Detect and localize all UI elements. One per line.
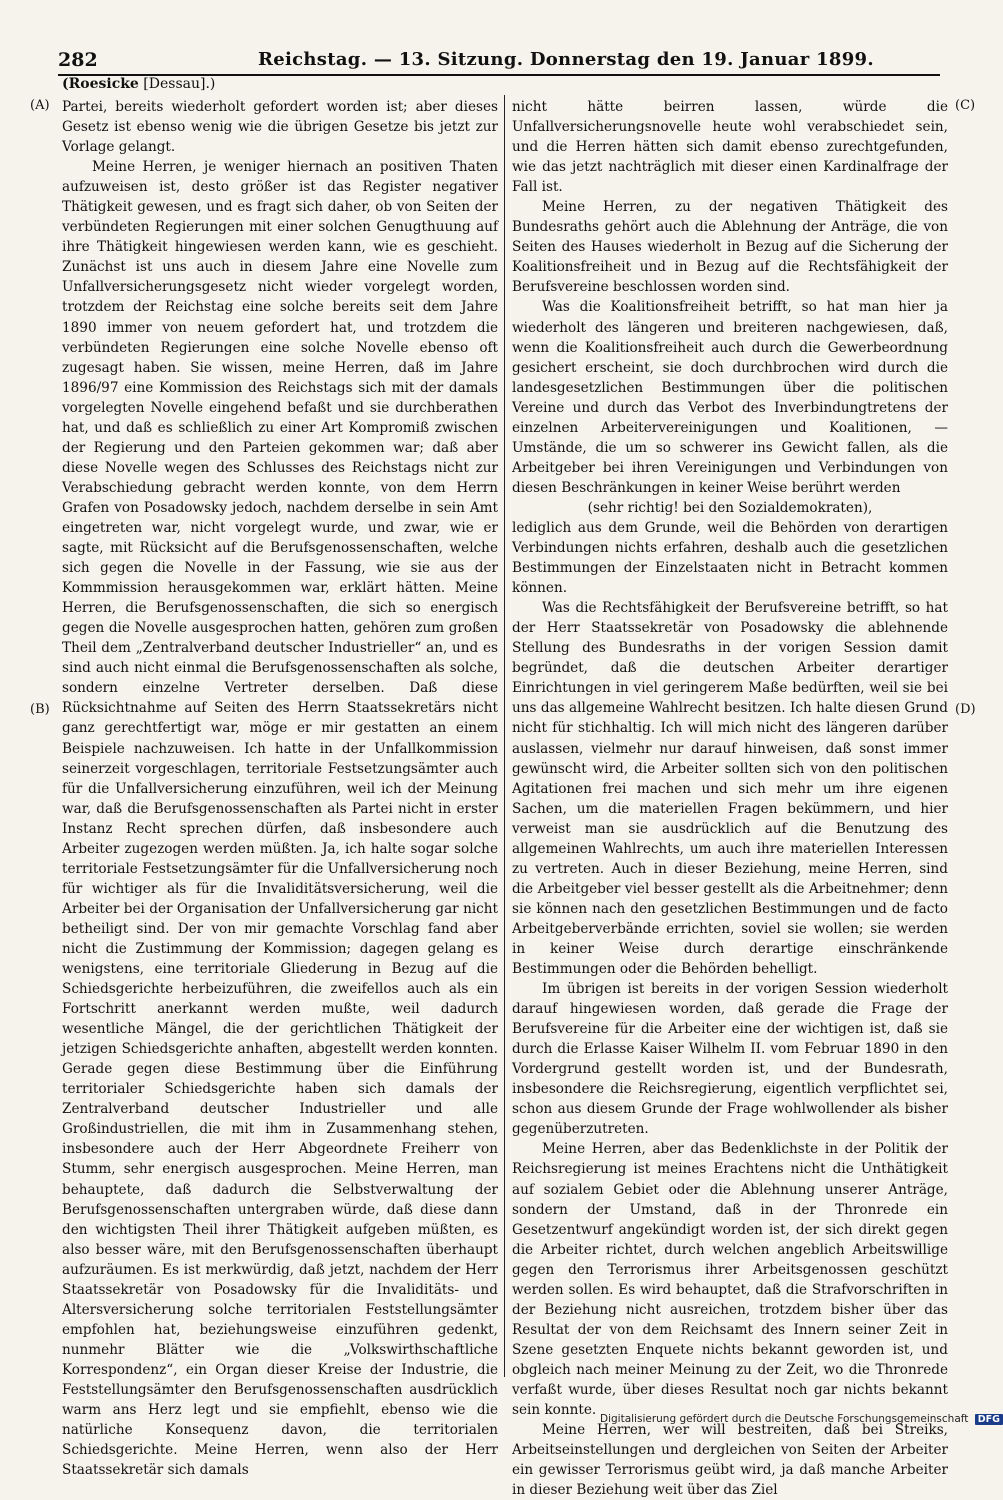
- right-paragraph-2: Meine Herren, zu der negativen Thätigkeit des Bundesraths gehört auch die Ablehnung der Anträge, die von Seiten des Hauses wiederholt in Bezug auf die Sicherung der Koalitionsfreiheit und in Bezug auf die Rechtsfähigkeit der Berufsvereine beschlossen worden sind.: [512, 199, 948, 296]
- left-column: [62, 97, 498, 1479]
- left-paragraph-2: Meine Herren, je weniger hiernach an positiven Thaten aufzuweisen ist, desto größer ist das Register negativer Thätigkeit gewesen, und es fragt sich daher, ob von Seiten der verbündeten Regierungen mit einer solchen Genugthuung auf ihre Thätigkeit hingewiesen werden kann, wie es geschieht. Zunächst ist uns auch in diesem Jahre eine Novelle zum Unfallversicherungsgesetz nicht wieder vorgelegt worden, trotzdem der Reichstag eine solche bereits seit dem Jahre 1890 immer von neuem gefordert hat, und trotzdem die verbündeten Regierungen eine solche Novelle ebenso oft zugesagt haben. Sie wissen, meine Herren, daß im Jahre 1896/97 eine Kommission des Reichstags sich mit der damals vorgelegten Novelle eingehend befaßt und sie durchberathen hat, und daß es schließlich zu einer Art Kompromiß zwischen der Regierung und den Parteien gekommen war; daß aber diese Novelle wegen des Schlusses des Reichstags nicht zur Verabschiedung gebracht werden konnte, von dem Herrn Grafen von Posadowsky jedoch, nachdem derselbe in sein Amt eingetreten war, nicht vorgelegt wurde, und zwar, wie er sagte, mit Rücksicht auf die Berufsgenossenschaften, welche sich gegen die Novelle in der Fassung, wie sie aus der Kommmission herausgekommen war, erklärt hätten. Meine Herren, die Berufsgenossenschaften, die sich so energisch gegen die Novelle ausgesprochen hatten, gehören zum großen Theil dem „Zentralverband deutscher Industrieller“ an, und es sind auch nicht einmal die Berufsgenossenschaften als solche, sondern einzelne Vertreter derselben. Daß diese Rücksichtnahme auf Seiten des Herrn Staatssekretärs nicht ganz gerechtfertigt war, möge er mir gestatten an einem Beispiele nachzuweisen. Ich hatte in der Unfallkommission seinerzeit vorgeschlagen, territoriale Festsetzungsämter auch für die Unfallversicherung einzuführen, weil ich der Meinung war, daß die Berufsgenossenschaften als Partei nicht in erster Instanz Recht sprechen dürfen, daß insbesondere auch Arbeiter zugezogen werden müßten. Ja, ich halte sogar solche territoriale Festsetzungsämter für die Unfallversicherung noch für wichtiger als für die Invaliditätsversicherung, weil die Arbeiter bei der Organisation der Unfallversicherung gar nicht betheiligt sind. Der von mir gemachte Vorschlag fand aber nicht die Zustimmung der Kommission; dagegen gelang es wenigstens, eine territoriale Gliederung in Bezug auf die Schiedsgerichte herbeizuführen, die zweifellos auch als ein Fortschritt anerkannt werden mußte, weil dadurch wesentliche Mängel, die der gerichtlichen Thätigkeit der jetzigen Schiedsgerichte anhaften, abgestellt werden konnten. Gerade gegen diese Bestimmung über die Einführung territorialer Schiedsgerichte haben sich damals der Zentralverband deutscher Industrieller und alle Großindustriellen, die mit ihm in Zusammenhang stehen, insbesondere auch der Herr Abgeordnete Freiherr von Stumm, sehr energisch ausgesprochen. Meine Herren, man behauptete, daß dadurch die Selbstverwaltung der Berufsgenossenschaften untergraben würde, daß diese dann den wichtigsten Theil ihrer Thätigkeit aufgeben müßten, es also besser wäre, mit den Berufsgenossenschaften überhaupt aufzuräumen. Es ist merkwürdig, daß jetzt, nachdem der Herr Staatssekretär von Posadowsky für die Invaliditäts- und Altersversicherung solche territorialen Feststellungsämter empfohlen hat, beziehungsweise einzuführen gedenkt, nunmehr Blätter wie die „Volkswirthschaftliche Korrespondenz“, ein Organ dieser Kreise der Industrie, die Feststellungsämter den Berufsgenossenschaften ausdrücklich warm ans Herz legt und sie empfiehlt, ebenso wie die natürliche Konsequenz davon, die territorialen Schiedsgerichte. Meine Herren, wenn also der Herr Staatssekretär sich damals: [62, 159, 498, 1479]
- speaker-name: (Roesicke: [62, 76, 139, 92]
- dfg-logo: DFG: [975, 1414, 1003, 1425]
- right-paragraph-5: Was die Rechtsfähigkeit der Berufsvereine betrifft, so hat der Herr Staatssekretär von Posadowsky die ablehnende Stellung des Bundesraths in der vorigen Session damit begründet, daß die deutschen Arbeiter derartiger Einrichtungen in viel geringerem Maße bedürften, weil sie bei uns das allgemeine Wahlrecht besitzen. Ich halte diesen Grund nicht für stichhaltig. Ich will mich nicht des längeren darüber auslassen, vielmehr nur darauf hinweisen, daß sonst immer gewünscht wird, die Arbeiter sollten sich von den politischen Agitationen frei machen und sich mehr um ihre eigenen Sachen, um die materiellen Fragen bekümmern, und hier verweist man sie ausdrücklich auf die Benutzung des allgemeinen Wahlrechts, um auch ihre materiellen Interessen zu vertreten. Auch in dieser Beziehung, meine Herren, sind die Arbeitgeber viel besser gestellt als die Arbeitnehmer; denn sie können nach den gesetzlichen Bestimmungen und de facto Arbeitgeberverbände errichten, soviel sie wollen; sie werden in keiner Weise durch derartige einschränkende Bestimmungen oder die Behörden behelligt.: [512, 600, 948, 978]
- margin-marker-c: (C): [955, 98, 976, 113]
- digitization-credit: [600, 1413, 1000, 1429]
- right-paragraph-1: nicht hätte beirren lassen, würde die Unfallversicherungsnovelle heute wohl verabschiedet sein, und die Herren hätten sich damit ebenso zurechtgefunden, wie das jetzt nachträglich mit dieser einen Kardinalfrage der Fall ist.: [512, 99, 948, 196]
- column-divider: [504, 95, 505, 1377]
- margin-marker-d: (D): [955, 702, 976, 717]
- right-paragraph-3: Was die Koalitionsfreiheit betrifft, so hat man hier ja wiederholt des längeren und breiteren nachgewiesen, daß, wenn die Koalitionsfreiheit auch durch die Gewerbeordnung gesichert erscheint, sie doch durchbrochen wird durch die landesgesetzlichen Bestimmungen über die politischen Vereine und durch das Verbot des Inverbindungtretens der einzelnen Arbeitervereinigungen und Koalitionen, — Umstände, die um so schwerer ins Gewicht fallen, als die Arbeitgeber bei ihren Vereinigungen und Verbindungen von diesen Beschränkungen in keiner Weise berührt werden: [512, 299, 948, 496]
- left-paragraph-1: Partei, bereits wiederholt gefordert worden ist; aber dieses Gesetz ist ebenso wenig wie die übrigen Gesetze bis jetzt zur Vorlage gelangt.: [62, 99, 498, 156]
- page-number: 282: [58, 49, 98, 71]
- right-paragraph-8: Meine Herren, wer will bestreiten, daß bei Streiks, Arbeitseinstellungen und dergleichen von Seiten der Arbeiter ein gewisser Terrorismus geübt wird, ja daß manche Arbeiter in dieser Beziehung weit über das Ziel: [512, 1422, 948, 1499]
- interjection: (sehr richtig! bei den Sozialdemokraten),: [587, 499, 873, 516]
- speaker-place: [Dessau].): [143, 76, 216, 92]
- running-title: Reichstag. — 13. Sitzung. Donnerstag den 19. Januar 1899.: [258, 49, 874, 70]
- right-paragraph-4: lediglich aus dem Grunde, weil die Behörden von derartigen Verbindungen nichts erfahren, deshalb auch die gesetzlichen Bestimmungen der Einzelstaaten nicht in Betracht kommen können.: [512, 519, 948, 597]
- credit-text: Digitalisierung gefördert durch die Deutsche Forschungsgemeinschaft: [600, 1413, 969, 1425]
- right-paragraph-7: Meine Herren, aber das Bedenklichste in der Politik der Reichsregierung ist meines Erachtens nicht die Unthätigkeit auf sozialem Gebiet oder die Ablehnung unserer Anträge, sondern der Umstand, daß in der Thronrede ein Gesetzentwurf angekündigt worden ist, der sich direkt gegen die Arbeiter richtet, durch welchen angeblich Arbeitswillige gegen den Terrorismus ihrer Arbeitsgenossen geschützt werden sollen. Es wird behauptet, daß die Strafvorschriften in der Beziehung nicht ausreichen, trotzdem bisher über das Resultat der von dem Reichsamt des Innern seiner Zeit in Szene gesetzten Enquete nichts bekannt geworden ist, und obgleich nach meiner Meinung zu der Zeit, wo die Thronrede verfaßt wurde, über dieses Resultat noch gar nichts bekannt sein konnte.: [512, 1141, 948, 1419]
- margin-marker-a: (A): [30, 98, 50, 113]
- right-paragraph-6: Im übrigen ist bereits in der vorigen Session wiederholt darauf hingewiesen worden, daß gerade die Frage der Berufsvereine für die Arbeiter eine der wichtigen ist, daß sie durch die Erlasse Kaiser Wilhelm II. vom Februar 1890 in den Vordergrund gestellt worden ist, und der Bundesrath, insbesondere die Reichsregierung, eigentlich verpflichtet sei, schon aus diesem Grunde der Frage wohlwollender als bisher gegenüberzutreten.: [512, 981, 948, 1138]
- margin-marker-b: (B): [30, 702, 50, 717]
- speaker-label: [62, 76, 215, 92]
- running-header: [58, 47, 940, 73]
